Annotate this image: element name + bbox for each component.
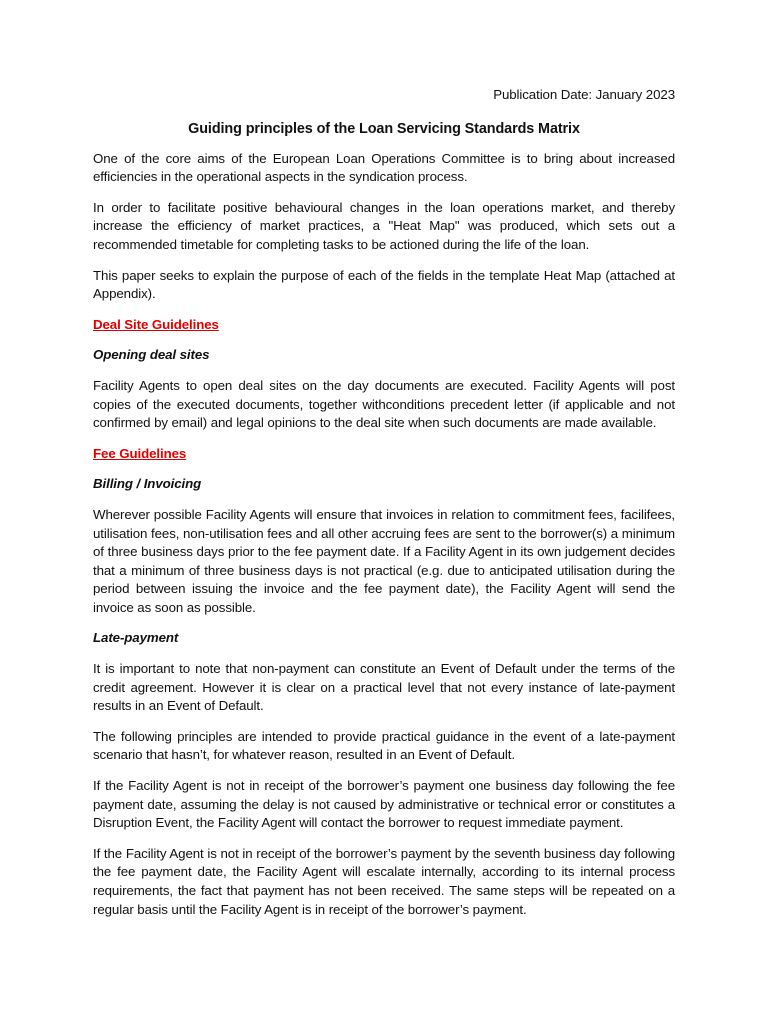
opening-deal-sites-subheading: Opening deal sites bbox=[93, 347, 210, 363]
late-payment-paragraph: The following principles are intended to provide practical guidance in the event of a late-payment scenario that hasn’t, for whatever reason, resulted in an Event of Default. bbox=[93, 728, 675, 763]
billing-paragraph: Wherever possible Facility Agents will ensure that invoices in relation to commitment fees, facilifees, utilisation fees, non-utilisation fees and all other accruing fees are sent to the borrower(s) a minimum of three business days prior to the fee payment date. If a Facility Agent in its own judgement decides that a minimum of three business days is not practical (e.g. due to anticipated utilisation during the period between issuing the invoice and the fee payment date), the Facility Agent will send the invoice as soon as possible. bbox=[93, 506, 675, 615]
deal-site-paragraph: Facility Agents to open deal sites on the day documents are executed. Facility Agents will post copies of the executed documents, together withconditions precedent letter (if applicable and not confirmed by email) and legal opinions to the deal site when such documents are made available. bbox=[93, 377, 675, 431]
billing-invoicing-subheading: Billing / Invoicing bbox=[93, 476, 202, 492]
late-payment-paragraph: If the Facility Agent is not in receipt of the borrower’s payment one business day following the fee payment date, assuming the delay is not caused by administrative or technical error or constitutes a Disruption Event, the Facility Agent will contact the borrower to request immediate payment. bbox=[93, 778, 675, 831]
intro-paragraph: One of the core aims of the European Loan Operations Committee is to bring about increased efficiencies in the operational aspects in the syndication process. bbox=[93, 150, 675, 185]
fee-guidelines-heading: Fee Guidelines bbox=[93, 445, 187, 461]
publication-date: Publication Date: January 2023 bbox=[493, 87, 675, 102]
intro-paragraph: In order to facilitate positive behavioural changes in the loan operations market, and thereby increase the efficiency of market practices, a "Heat Map" was produced, which sets out a recommended timetable for completing tasks to be actioned during the life of the loan. bbox=[93, 199, 675, 252]
late-payment-paragraph: It is important to note that non-payment can constitute an Event of Default under the terms of the credit agreement. However it is clear on a practical level that not every instance of late-payment results in an Event of Default. bbox=[93, 661, 675, 714]
intro-paragraph: This paper seeks to explain the purpose of each of the fields in the template Heat Map (attached at Appendix). bbox=[93, 267, 675, 302]
deal-site-guidelines-heading: Deal Site Guidelines bbox=[93, 316, 219, 332]
document-title: Guiding principles of the Loan Servicing Standards Matrix bbox=[188, 120, 580, 137]
late-payment-paragraph: If the Facility Agent is not in receipt of the borrower’s payment by the seventh business day following the fee payment date, the Facility Agent will escalate internally, according to its internal process requirements, the fact that payment has not been received. The same steps will be repeated on a regular basis until the Facility Agent is in receipt of the borrower’s payment. bbox=[93, 845, 675, 917]
late-payment-subheading: Late-payment bbox=[93, 630, 179, 646]
document-body bbox=[93, 86, 675, 919]
